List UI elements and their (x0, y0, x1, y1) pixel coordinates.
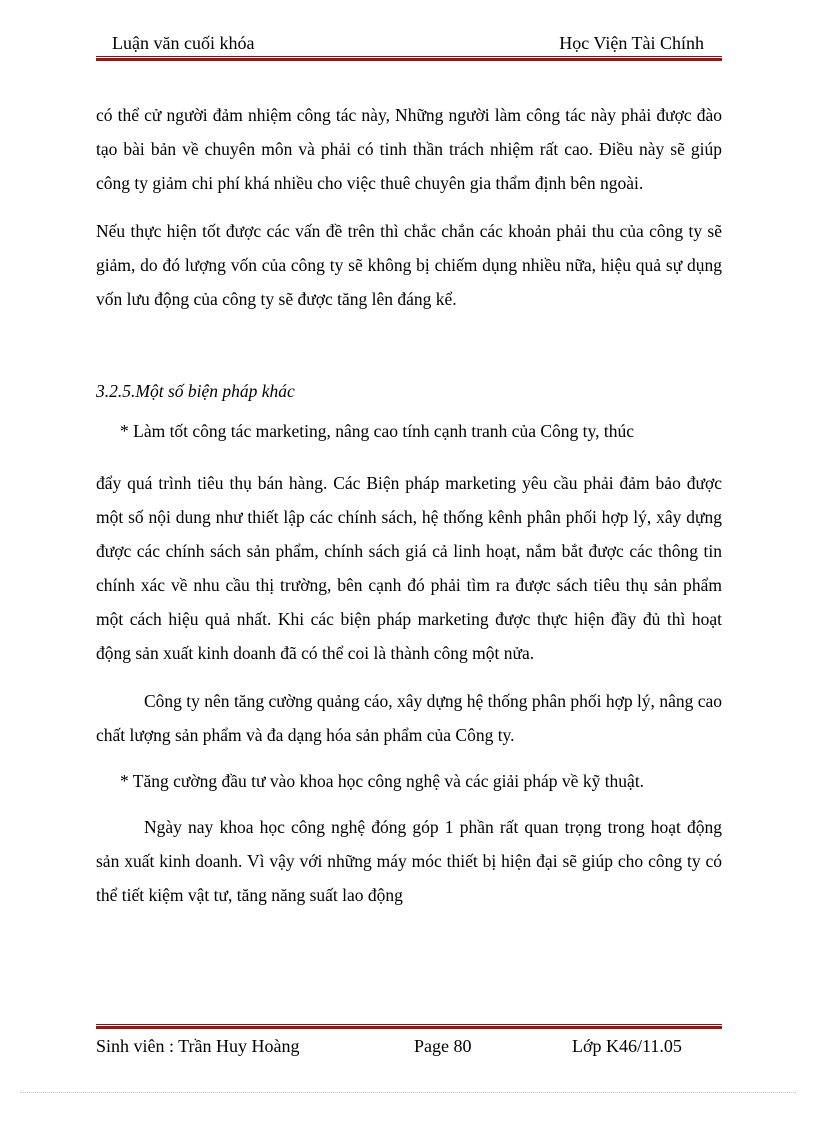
page-body (96, 98, 722, 912)
header-rule (96, 56, 722, 61)
paragraph-2: Nếu thực hiện tốt được các vấn đề trên thì chắc chắn các khoản phải thu của công ty sẽ giảm, do đó lượng vốn của công ty sẽ không bị chiếm dụng nhiều nữa, hiệu quả sự dụng vốn lưu động của công ty sẽ được tăng lên đáng kể. (96, 221, 722, 309)
paragraph-5: Ngày nay khoa học công nghệ đóng góp 1 phần rất quan trọng trong hoạt động sản xuất kinh doanh. Vì vậy với những máy móc thiết bị hiện đại sẽ giúp cho công ty có thể tiết kiệm vật tư, tăng năng suất lao động (96, 817, 722, 905)
paragraph-4: Công ty nên tăng cường quảng cáo, xây dựng hệ thống phân phối hợp lý, nâng cao chất lượng sản phẩm và đa dạng hóa sản phẩm của Công ty. (96, 691, 722, 745)
bullet-marketing: * Làm tốt công tác marketing, nâng cao tính cạnh tranh của Công ty, thúc (120, 421, 634, 441)
page-footer (96, 1032, 722, 1060)
footer-class: Lớp K46/11.05 (572, 1036, 682, 1056)
footer-rule (96, 1024, 722, 1029)
section-heading: 3.2.5.Một số biện pháp khác (96, 381, 295, 401)
header-institution: Học Viện Tài Chính (559, 33, 704, 53)
page-edge-divider (20, 1092, 796, 1093)
header-thesis-title: Luận văn cuối khóa (112, 33, 255, 53)
paragraph-3: đẩy quá trình tiêu thụ bán hàng. Các Biện pháp marketing yêu cầu phải đảm bảo được một số nội dung như thiết lập các chính sách, hệ thống kênh phân phối hợp lý, xây dựng được các chính sách sản phẩm, chính sách giá cả linh hoạt, nắm bắt được các thông tin chính xác về nhu cầu thị trường, bên cạnh đó phải tìm ra được sách tiêu thụ sản phẩm một cách hiệu quả nhất. Khi các biện pháp marketing được thực hiện đầy đủ thì hoạt động sản xuất kinh doanh đã có thể coi là thành công một nửa. (96, 473, 722, 663)
footer-page-number: Page 80 (414, 1036, 472, 1056)
paragraph-1: có thể cử người đảm nhiệm công tác này, Những người làm công tác này phải được đào tạo bài bản về chuyên môn và phải có tinh thần trách nhiệm rất cao. Điều này sẽ giúp công ty giảm chi phí khá nhiều cho việc thuê chuyên gia thẩm định bên ngoài. (96, 105, 722, 193)
footer-student: Sinh viên : Trần Huy Hoàng (96, 1036, 300, 1056)
page-header (96, 30, 722, 56)
bullet-technology: * Tăng cường đầu tư vào khoa học công nghệ và các giải pháp về kỹ thuật. (120, 771, 645, 791)
